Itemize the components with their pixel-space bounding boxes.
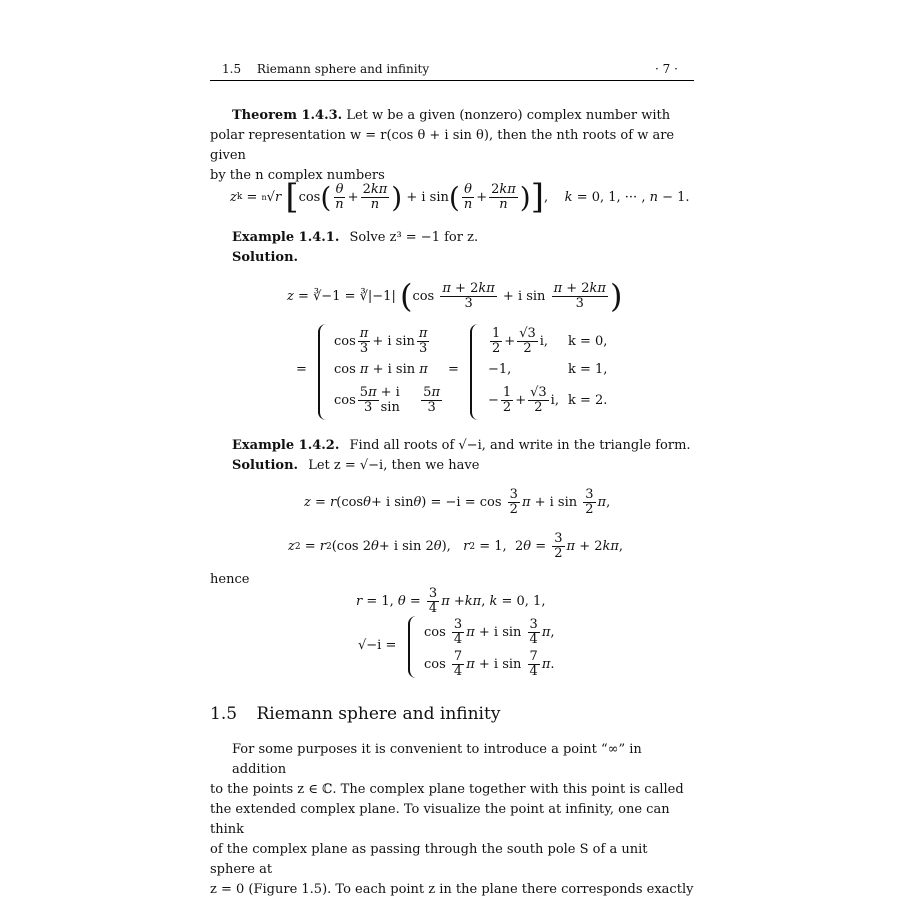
- example1-eq1: z = ∛−1 = ∛|−1| ( cos $\frac{\pi + 2k\pi}{3}$ + i sin $\frac{\pi + 2k\pi}{3}$ ): [287, 277, 623, 315]
- example2-header: [232, 436, 691, 456]
- header-section-number: 1.5: [222, 62, 242, 76]
- theorem-text-line1: Let w be a given (nonzero) complex number with: [346, 108, 671, 123]
- section-number: 1.5: [210, 704, 238, 724]
- example2-eq2: z 2 = r 2 (cos 2 θ + i sin 2 θ ), r 2 = 1, 2 θ = $\frac{3}{2}$ π + 2 kπ ,: [288, 531, 624, 561]
- cases-conditions: [568, 326, 628, 418]
- cases-equals-1: =: [296, 362, 307, 377]
- section-paragraph: [210, 740, 694, 900]
- left-brace-1: [318, 324, 328, 420]
- header-rule: [210, 80, 694, 81]
- left-brace-3: [408, 616, 418, 678]
- theorem-text-line2: polar representation w = r(cos θ + i sin θ), then the nth roots of w are given: [210, 128, 675, 163]
- paragraph-line-3: the extended complex plane. To visualize the point at infinity, one can think: [210, 802, 670, 837]
- case-cond-0: k = 0,: [568, 333, 608, 349]
- example2-solution-text: Let z = √−i, then we have: [308, 458, 480, 473]
- paragraph-line-4: of the complex plane as passing through the south pole S of a unit sphere at: [210, 842, 648, 877]
- section-heading: [210, 704, 500, 724]
- cases-right-column: [488, 326, 568, 418]
- case-left-0: cos $\frac{\pi}{3}$ + i sin $\frac{\pi}{3}$: [334, 325, 428, 356]
- left-brace-2: [470, 324, 480, 420]
- example2-eq3: r = 1, θ = $\frac{3}{4}$ π + kπ , k = 0, 1,: [356, 586, 546, 616]
- paragraph-line-2: to the points z ∈ ℂ. The complex plane together with this point is called: [210, 782, 684, 797]
- example2-text: Find all roots of √−i, and write in the triangle form.: [349, 438, 691, 453]
- eq4-case-0: cos $\frac{3}{4}$ π + i sin $\frac{3}{4}$ π ,: [424, 616, 555, 647]
- theorem-label: Theorem 1.4.3.: [232, 108, 343, 123]
- example2-eq1: z = r (cos θ + i sin θ ) = −i = cos $\frac{3}{2}$ π + i sin $\frac{3}{2}$ π ,: [304, 487, 611, 517]
- example2-eq4-lhs: √−i =: [358, 638, 397, 653]
- header-title: Riemann sphere and infinity: [256, 62, 430, 76]
- example1-label: Example 1.4.1.: [232, 230, 340, 245]
- page-number: · 7 ·: [655, 62, 678, 76]
- example1-solution-label: Solution.: [232, 250, 299, 265]
- case-cond-1: k = 1,: [568, 361, 608, 377]
- example2-solution: [232, 456, 479, 476]
- case-left-2: cos $\frac{5\pi}{3}$ + i sin $\frac{5\pi}{3}$: [334, 384, 440, 415]
- hence-text: hence: [210, 572, 250, 587]
- case-right-0: $\frac{1}{2}$ + $\frac{√3}{2}$ i,: [492, 325, 549, 356]
- cases-equals-2: =: [448, 362, 459, 377]
- running-header: [222, 62, 429, 76]
- theorem-text-line3: by the n complex numbers: [210, 168, 385, 183]
- case-right-1: −1,: [488, 361, 512, 377]
- cases-left-column: [334, 326, 444, 418]
- example1-header: [232, 228, 478, 248]
- paragraph-line-1: For some purposes it is convenient to introduce a point “∞” in addition: [232, 742, 642, 777]
- example2-label: Example 1.4.2.: [232, 438, 340, 453]
- theorem-formula: z k = n √ r [ cos ( $\frac{\theta}{n}$ + $\frac{2k\pi}{n}$ ) + i sin ( $\frac{\theta}{n}$ + $\frac{2k\pi}{n}$ ) ] , k = 0, 1, ··· , n − 1.: [230, 177, 690, 217]
- example1-text: Solve z³ = −1 for z.: [349, 230, 479, 245]
- section-title: Riemann sphere and infinity: [256, 704, 501, 724]
- eq4-case-1: cos $\frac{7}{4}$ π + i sin $\frac{7}{4}$ π .: [424, 648, 555, 679]
- example2-eq4-cases: [424, 616, 555, 680]
- paragraph-line-5: z = 0 (Figure 1.5). To each point z in the plane there corresponds exactly: [210, 882, 694, 897]
- example2-solution-label: Solution.: [232, 458, 299, 473]
- case-cond-2: k = 2.: [568, 392, 608, 408]
- case-right-2: − $\frac{1}{2}$ + $\frac{√3}{2}$ i,: [488, 384, 559, 415]
- theorem-block: [210, 106, 694, 186]
- case-left-1: cos π + i sin π: [334, 361, 428, 377]
